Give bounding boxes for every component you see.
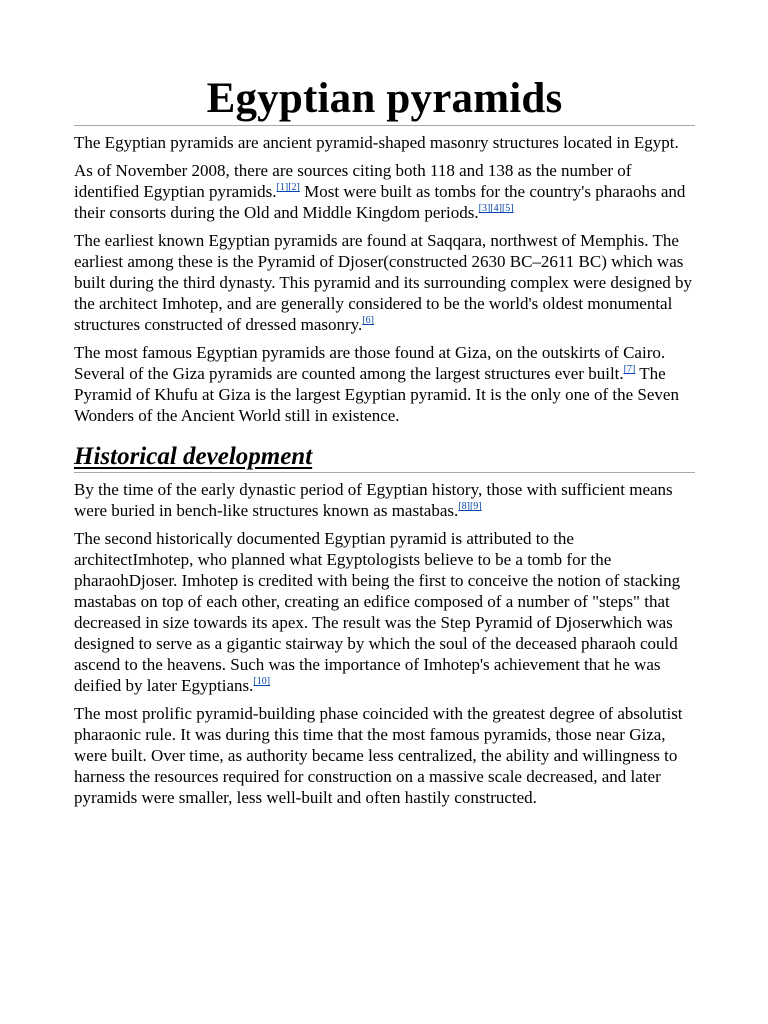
paragraph-text: The most famous Egyptian pyramids are those found at Giza, on the outskirts of Cairo. Several of the Giza pyramids are counted among the largest structures ever built. [74, 343, 666, 383]
citation-superscript [624, 364, 636, 375]
paragraph-s3 [74, 703, 695, 808]
citation-link[interactable]: [6] [362, 315, 374, 326]
paragraph-p1 [74, 132, 695, 153]
section-heading: Historical development [74, 443, 313, 470]
history-section [74, 479, 695, 808]
paragraph-text: The earliest known Egyptian pyramids are found at Saqqara, northwest of Memphis. The earliest among these is the Pyramid of Djoser(constructed 2630 BC–2611 BC) which was built during the third dynasty. This pyramid and its surrounding complex were designed by the architect Imhotep, and are generally considered to be the world's oldest monumental structures constructed of dressed masonry. [74, 231, 693, 334]
paragraph-text: The second historically documented Egyptian pyramid is attributed to the architectImhotep, who planned what Egyptologists believe to be a tomb for the pharaohDjoser. Imhotep is credited with being the first to conceive the notion of stacking mastabas on top of each other, creating an edifice composed of a number of "steps" that decreased in size towards its apex. The result was the Step Pyramid of Djoserwhich was designed to serve as a gigantic stairway by which the soul of the deceased pharaoh could ascend to the heavens. Such was the importance of Imhotep's achievement that he was deified by later Egyptians. [74, 529, 681, 695]
paragraph-p4 [74, 342, 695, 426]
title-divider [74, 125, 695, 126]
citation-link[interactable]: [7] [623, 364, 636, 375]
paragraph-s1 [74, 479, 695, 521]
page-title: Egyptian pyramids [206, 75, 563, 122]
paragraph-text: By the time of the early dynastic period of Egyptian history, those with sufficient means were buried in bench-like structures known as mastabas. [74, 480, 673, 520]
citation-link[interactable]: [10] [253, 676, 271, 687]
paragraph-text: The Pyramid of Khufu at Giza is the largest Egyptian pyramid. It is the only one of the Seven Wonders of the Ancient World still in existence. [74, 364, 679, 425]
citation-link[interactable]: [1][2] [276, 182, 300, 193]
paragraph-text: The most prolific pyramid-building phase coincided with the greatest degree of absolutist pharaonic rule. It was during this time that the most famous pyramids, those near Giza, were built. Over time, as authority became less centralized, the ability and willingness to harness the resources required for construction on a massive scale decreased, and later pyramids were smaller, less well-built and often hastily constructed. [74, 704, 683, 807]
citation-superscript [277, 182, 300, 193]
paragraph-text: As of November 2008, there are sources citing both 118 and 138 as the number of identified Egyptian pyramids. [74, 161, 632, 201]
citation-superscript [458, 501, 481, 512]
citation-link[interactable]: [8][9] [458, 501, 482, 512]
citation-superscript [253, 676, 270, 687]
citation-superscript [362, 315, 374, 326]
paragraph-text: The Egyptian pyramids are ancient pyramid-shaped masonry structures located in Egypt. [74, 133, 679, 152]
citation-link[interactable]: [3][4][5] [478, 203, 514, 214]
section-divider [74, 472, 695, 473]
paragraph-p3 [74, 230, 695, 335]
citation-superscript [479, 203, 514, 214]
paragraph-text: Most were built as tombs for the country's pharaohs and their consorts during the Old and Middle Kingdom periods. [74, 182, 686, 222]
intro-section [74, 132, 695, 426]
paragraph-p2 [74, 160, 695, 223]
paragraph-s2 [74, 528, 695, 696]
